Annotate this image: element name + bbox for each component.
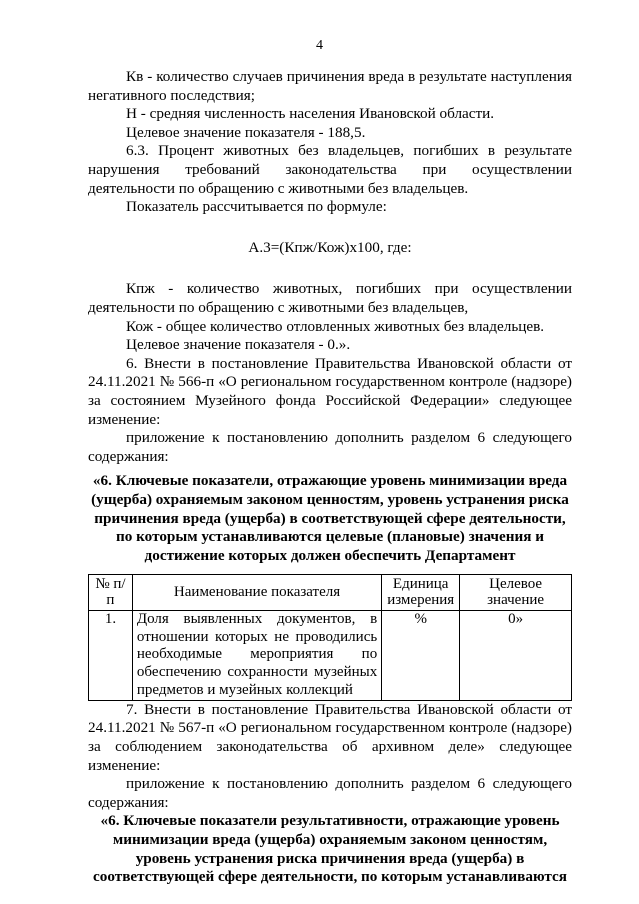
paragraph-appendix-intro-1: приложение к постановлению дополнить разделом 6 следующего содержания: [88, 429, 572, 465]
formula: А.3=(Кпж/Кож)х100, где: [248, 238, 412, 256]
document-body [88, 68, 572, 887]
cell-num: 1. [89, 610, 133, 700]
paragraph-group-a [88, 68, 572, 217]
paragraph-appendix-intro-2: приложение к постановлению дополнить разделом 6 следующего содержания: [88, 775, 572, 811]
paragraph-item-7: 7. Внести в постановление Правительства Ивановской области от 24.11.2021 № 567-п «О региональном государственном контроле (надзоре) за соблюдением законодательства об архивном деле» следующее изменение: [88, 700, 572, 774]
paragraph-group-c [88, 701, 572, 813]
indicators-table [88, 574, 572, 701]
header-name: Наименование показателя [132, 574, 381, 610]
paragraph-formula-intro: Показатель рассчитывается по формуле: [126, 198, 387, 216]
section-heading-2: «6. Ключевые показатели результативности, отражающие уровень минимизации вреда (ущерба) охраняемым законом ценностям, уровень устранения риска причинения вреда (ущерба) в соответствующей сфере деятельности, по которым устанавливаются [93, 812, 567, 886]
cell-name: Доля выявленных документов, в отношении которых не проводились необходимые мероприятия по обеспечению сохранности музейных предметов и музейных коллекций [132, 610, 381, 700]
table-row [89, 610, 572, 700]
page-number: 4 [316, 38, 323, 53]
paragraph-target-value-zero: Целевое значение показателя - 0.». [126, 336, 351, 354]
header-num: № п/п [89, 574, 133, 610]
paragraph-group-b [88, 280, 572, 466]
section-heading-1: «6. Ключевые показатели, отражающие уровень минимизации вреда (ущерба) охраняемым законом ценностям, уровень устранения риска причинения вреда (ущерба) в соответствующей сфере деятельности, по которым устанавливаются целевые (плановые) значения и достижение которых должен обеспечить Департамент [91, 472, 569, 565]
paragraph-6-3: 6.3. Процент животных без владельцев, погибших в результате нарушения требований законодательства при осуществлении деятельности по обращению с животными без владельцев. [88, 142, 572, 197]
paragraph-item-6: 6. Внести в постановление Правительства Ивановской области от 24.11.2021 № 566-п «О региональном государственном контроле (надзоре) за состоянием Музейного фонда Российской Федерации» следующее изменение: [88, 354, 572, 428]
paragraph-n-definition: Н - средняя численность населения Ивановской области. [126, 105, 495, 123]
paragraph-kozh-definition: Кож - общее количество отловленных животных без владельцев. [126, 317, 545, 335]
cell-target: 0» [460, 610, 572, 700]
header-target: Целевое значение [460, 574, 572, 610]
cell-unit: % [382, 610, 460, 700]
paragraph-kv-definition: Кв - количество случаев причинения вреда в результате наступления негативного последствия; [88, 68, 572, 104]
paragraph-target-value: Целевое значение показателя - 188,5. [126, 123, 366, 141]
header-unit: Единица измерения [382, 574, 460, 610]
table-header-row [89, 574, 572, 610]
paragraph-kpzh-definition: Кпж - количество животных, погибших при осуществлении деятельности по обращению с животными без владельцев, [88, 280, 572, 316]
